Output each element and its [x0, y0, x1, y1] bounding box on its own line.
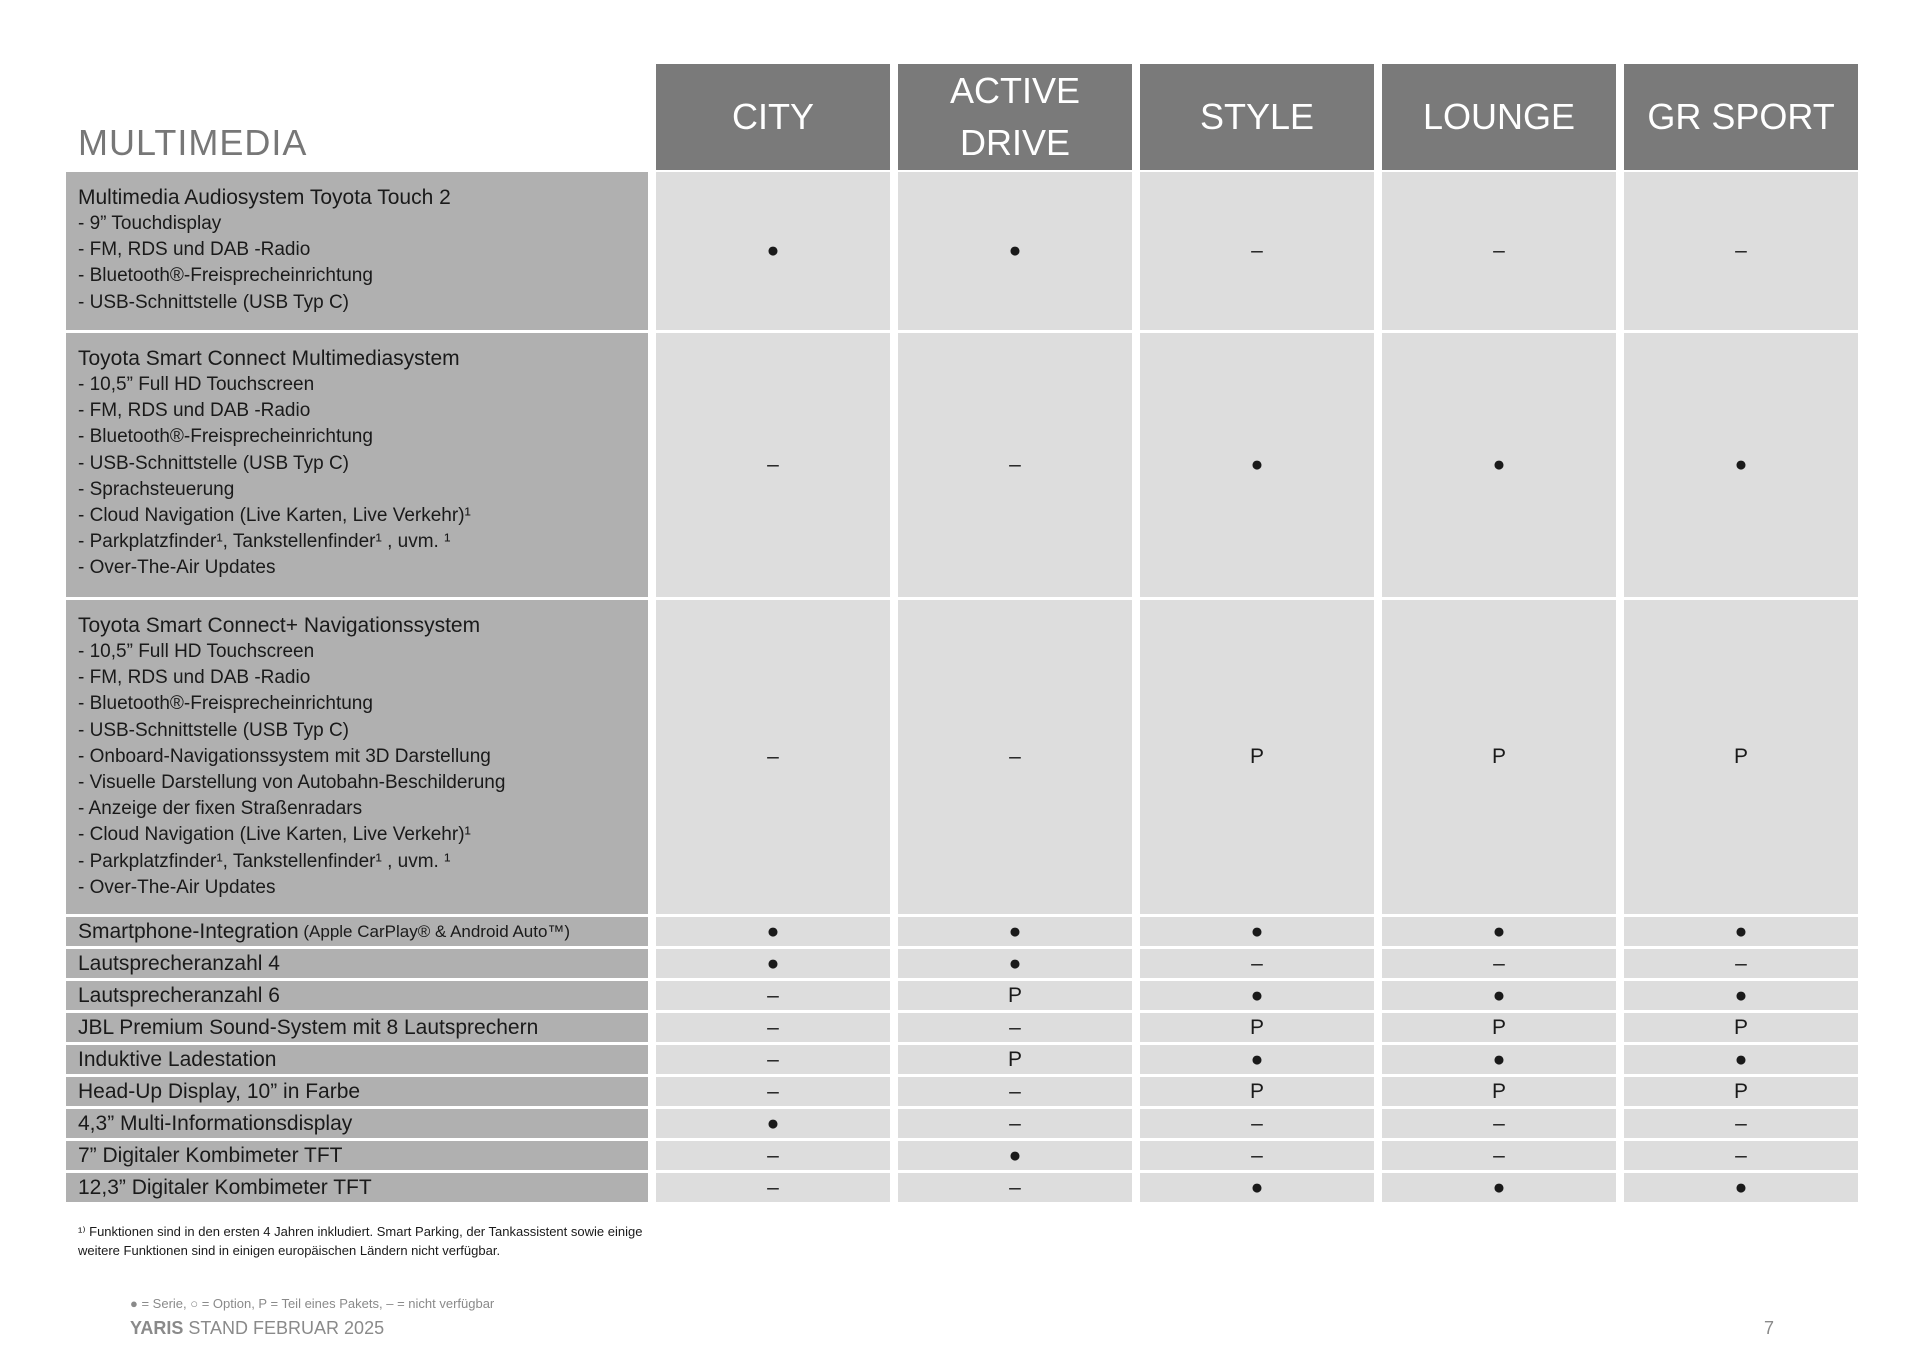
feature-subitem: - USB-Schnittstelle (USB Typ C): [78, 452, 350, 474]
dot-icon: ●: [1492, 983, 1506, 1007]
value-cell: [1382, 172, 1616, 330]
value-text: –: [1009, 1079, 1021, 1103]
dot-icon: ●: [1734, 919, 1748, 943]
value-cell: [656, 1109, 890, 1138]
value-cell: [1382, 917, 1616, 946]
value-cell: [1382, 1109, 1616, 1138]
value-cell: [1624, 1173, 1858, 1202]
value-text: –: [767, 1079, 779, 1103]
dot-icon: ●: [1734, 1047, 1748, 1071]
table-row: [66, 1077, 1858, 1106]
value-text: –: [767, 1015, 779, 1039]
dot-icon: ●: [766, 919, 780, 943]
footnote: ¹⁾ Funktionen sind in den ersten 4 Jahren inkludiert. Smart Parking, der Tankassistent sowie einige weitere Funktionen sind in einigen europäischen Ländern nicht verfügbar.: [78, 1224, 643, 1258]
feature-title: Smartphone-Integration: [78, 919, 299, 943]
feature-label: [66, 981, 648, 1010]
value-cell: [656, 1045, 890, 1074]
value-cell: [898, 981, 1132, 1010]
value-cell: [1382, 600, 1616, 914]
value-text: –: [1251, 239, 1263, 262]
feature-title: Head-Up Display, 10” in Farbe: [78, 1079, 361, 1103]
table-row: [66, 949, 1858, 978]
value-cell: [1624, 949, 1858, 978]
feature-title: Lautsprecheranzahl 6: [78, 983, 280, 1007]
feature-subitem: - USB-Schnittstelle (USB Typ C): [78, 719, 350, 741]
feature-label: [66, 1077, 648, 1106]
value-text: –: [1251, 1111, 1263, 1135]
value-cell: [656, 917, 890, 946]
footer: [130, 1318, 384, 1339]
table-row: [66, 981, 1858, 1010]
value-text: –: [1009, 1111, 1021, 1135]
value-cell: [898, 333, 1132, 597]
feature-subitem: - USB-Schnittstelle (USB Typ C): [78, 291, 350, 313]
feature-label: [66, 1109, 648, 1138]
value-text: –: [1009, 745, 1021, 768]
feature-title: Toyota Smart Connect Multimediasystem: [78, 347, 460, 370]
feature-label: [66, 333, 648, 597]
table-row: [66, 917, 1858, 946]
dot-icon: ●: [1250, 1047, 1264, 1071]
value-text: –: [1735, 951, 1747, 975]
feature-label: [66, 949, 648, 978]
feature-subitem: - 10,5” Full HD Touchscreen: [78, 374, 315, 395]
value-text: –: [1493, 239, 1505, 262]
value-text: –: [767, 1143, 779, 1167]
value-cell: [1624, 981, 1858, 1010]
value-cell: [656, 600, 890, 914]
feature-title: Lautsprecheranzahl 4: [78, 951, 280, 975]
feature-subitem: - FM, RDS und DAB -Radio: [78, 667, 311, 689]
dot-icon: ●: [1008, 1143, 1022, 1167]
value-text: –: [1735, 1143, 1747, 1167]
value-text: –: [1735, 1111, 1747, 1135]
dot-icon: ●: [1250, 983, 1264, 1007]
feature-subitem: - Sprachsteuerung: [78, 478, 235, 500]
feature-subitem: - Bluetooth®-Freisprecheinrichtung: [78, 693, 373, 715]
value-cell: [1624, 917, 1858, 946]
dot-icon: ●: [1734, 983, 1748, 1007]
feature-note: (Apple CarPlay® & Android Auto™): [298, 921, 571, 941]
value-cell: [1140, 1045, 1374, 1074]
value-cell: [1140, 981, 1374, 1010]
value-cell: [898, 1173, 1132, 1202]
table-row: [66, 172, 1858, 330]
section-title: MULTIMEDIA: [78, 122, 308, 163]
value-text: P: [1733, 1079, 1748, 1103]
value-text: P: [1733, 1015, 1748, 1039]
value-cell: [898, 1077, 1132, 1106]
feature-subitem: - FM, RDS und DAB -Radio: [78, 400, 311, 422]
dot-icon: ●: [1492, 453, 1506, 476]
value-cell: [1624, 172, 1858, 330]
value-cell: [1382, 333, 1616, 597]
table-row: [66, 333, 1858, 597]
feature-subitem: - 10,5” Full HD Touchscreen: [78, 641, 315, 662]
value-text: –: [1493, 1143, 1505, 1167]
value-cell: [656, 1077, 890, 1106]
feature-title: 4,3” Multi-Informationsdisplay: [78, 1111, 353, 1135]
value-text: P: [1491, 1079, 1506, 1103]
value-cell: [1624, 600, 1858, 914]
value-text: –: [1735, 239, 1747, 262]
value-cell: [1140, 1141, 1374, 1170]
feature-table: [66, 172, 1858, 1205]
value-text: –: [767, 1047, 779, 1071]
feature-label: [66, 600, 648, 914]
feature-label: [66, 172, 648, 330]
dot-icon: ●: [766, 1111, 780, 1135]
value-text: –: [767, 983, 779, 1007]
dot-icon: ●: [1008, 919, 1022, 943]
feature-label: [66, 1045, 648, 1074]
table-row: [66, 1109, 1858, 1138]
value-cell: [1140, 1173, 1374, 1202]
value-cell: [1140, 949, 1374, 978]
value-cell: [1382, 1141, 1616, 1170]
feature-subitem: - Anzeige der fixen Straßenradars: [78, 798, 363, 820]
value-text: P: [1249, 1079, 1264, 1103]
value-text: P: [1007, 1047, 1022, 1071]
value-cell: [898, 172, 1132, 330]
value-cell: [1382, 1077, 1616, 1106]
value-text: –: [1009, 1015, 1021, 1039]
value-cell: [898, 949, 1132, 978]
dot-icon: ●: [1492, 1175, 1506, 1199]
dot-icon: ●: [766, 951, 780, 975]
value-cell: [1140, 917, 1374, 946]
column-header-city: CITY: [656, 64, 890, 170]
feature-title: Multimedia Audiosystem Toyota Touch 2: [78, 186, 451, 209]
feature-label: [66, 1141, 648, 1170]
value-cell: [656, 981, 890, 1010]
table-row: [66, 1045, 1858, 1074]
value-text: –: [1493, 1111, 1505, 1135]
dot-icon: ●: [1250, 1175, 1264, 1199]
value-cell: [656, 1141, 890, 1170]
feature-subitem: - Onboard-Navigationssystem mit 3D Darstellung: [78, 745, 491, 767]
value-cell: [898, 1045, 1132, 1074]
feature-title: 7” Digitaler Kombimeter TFT: [78, 1143, 343, 1167]
dot-icon: ●: [1492, 1047, 1506, 1071]
table-row: [66, 1173, 1858, 1202]
feature-subitem: - Parkplatzfinder¹, Tankstellenfinder¹ , uvm. ¹: [78, 850, 451, 872]
value-cell: [656, 949, 890, 978]
feature-label: [66, 1173, 648, 1202]
feature-title: JBL Premium Sound-System mit 8 Lautsprechern: [78, 1015, 539, 1039]
feature-title: Toyota Smart Connect+ Navigationssystem: [78, 614, 481, 637]
value-cell: [1624, 1077, 1858, 1106]
feature-subitem: - Bluetooth®-Freisprecheinrichtung: [78, 265, 373, 287]
value-cell: [1624, 333, 1858, 597]
value-cell: [898, 600, 1132, 914]
feature-subitem: - Visuelle Darstellung von Autobahn-Beschilderung: [78, 772, 506, 794]
value-cell: [898, 1013, 1132, 1042]
column-header-row: [656, 64, 1858, 170]
value-text: P: [1733, 745, 1748, 768]
value-cell: [1624, 1013, 1858, 1042]
feature-subitem: - Bluetooth®-Freisprecheinrichtung: [78, 426, 373, 448]
dot-icon: ●: [1250, 453, 1264, 476]
dot-icon: ●: [1008, 239, 1022, 262]
value-text: P: [1007, 983, 1022, 1007]
table-row: [66, 1013, 1858, 1042]
value-cell: [1382, 981, 1616, 1010]
value-cell: [1140, 600, 1374, 914]
column-header-active-drive: ACTIVE DRIVE: [898, 64, 1132, 170]
column-header-lounge: LOUNGE: [1382, 64, 1616, 170]
value-cell: [1624, 1109, 1858, 1138]
column-header-style: STYLE: [1140, 64, 1374, 170]
value-text: –: [1493, 951, 1505, 975]
value-cell: [1140, 333, 1374, 597]
value-cell: [898, 1141, 1132, 1170]
feature-title: 12,3” Digitaler Kombimeter TFT: [78, 1175, 372, 1199]
value-cell: [656, 172, 890, 330]
value-cell: [1140, 1013, 1374, 1042]
value-cell: [1382, 1045, 1616, 1074]
value-cell: [1624, 1045, 1858, 1074]
table-row: [66, 1141, 1858, 1170]
value-cell: [1140, 172, 1374, 330]
dot-icon: ●: [1492, 919, 1506, 943]
value-cell: [656, 1013, 890, 1042]
value-cell: [1140, 1109, 1374, 1138]
value-cell: [656, 333, 890, 597]
footer-text: STAND FEBRUAR 2025: [183, 1318, 385, 1338]
page-number: 7: [1764, 1318, 1775, 1338]
value-text: –: [767, 1175, 779, 1199]
value-cell: [1382, 1173, 1616, 1202]
dot-icon: ●: [1734, 453, 1748, 476]
dot-icon: ●: [1734, 1175, 1748, 1199]
feature-subitem: - Over-The-Air Updates: [78, 876, 276, 898]
value-cell: [1382, 1013, 1616, 1042]
value-cell: [656, 1173, 890, 1202]
value-text: –: [1251, 1143, 1263, 1167]
table-row: [66, 600, 1858, 914]
value-text: –: [1251, 951, 1263, 975]
footer-brand: YARIS: [130, 1318, 184, 1338]
feature-subitem: - Parkplatzfinder¹, Tankstellenfinder¹ , uvm. ¹: [78, 531, 451, 553]
dot-icon: ●: [1250, 919, 1264, 943]
value-text: –: [1009, 453, 1021, 476]
column-header-gr-sport: GR SPORT: [1624, 64, 1858, 170]
feature-subitem: - Cloud Navigation (Live Karten, Live Verkehr)¹: [78, 505, 471, 527]
value-cell: [898, 1109, 1132, 1138]
feature-subitem: - 9” Touchdisplay: [78, 213, 222, 234]
value-text: P: [1491, 745, 1506, 768]
value-text: P: [1249, 745, 1264, 768]
legend: ● = Serie, ○ = Option, P = Teil eines Pakets, – = nicht verfügbar: [130, 1296, 495, 1311]
feature-subitem: - FM, RDS und DAB -Radio: [78, 239, 311, 261]
feature-title: Induktive Ladestation: [78, 1047, 277, 1071]
value-cell: [1140, 1077, 1374, 1106]
value-cell: [1624, 1141, 1858, 1170]
value-cell: [1382, 949, 1616, 978]
value-text: –: [767, 453, 779, 476]
dot-icon: ●: [1008, 951, 1022, 975]
value-text: P: [1249, 1015, 1264, 1039]
value-text: –: [1009, 1175, 1021, 1199]
feature-subitem: - Over-The-Air Updates: [78, 557, 276, 579]
feature-label: [66, 1013, 648, 1042]
dot-icon: ●: [766, 239, 780, 262]
feature-label: [66, 917, 648, 946]
value-text: –: [767, 745, 779, 768]
value-cell: [898, 917, 1132, 946]
value-text: P: [1491, 1015, 1506, 1039]
feature-subitem: - Cloud Navigation (Live Karten, Live Verkehr)¹: [78, 824, 471, 846]
